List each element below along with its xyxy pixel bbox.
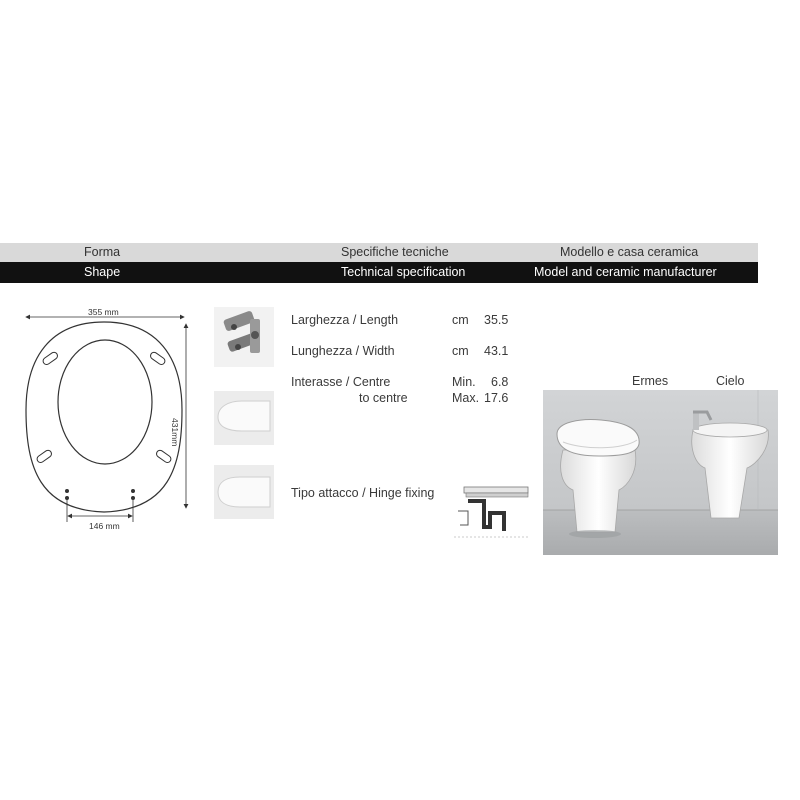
model-ermes: Ermes (632, 374, 669, 388)
length-label: Larghezza / Length (291, 313, 399, 327)
header-shape-it: Forma (84, 245, 121, 259)
centre-label-2: to centre (359, 391, 408, 405)
header-model-en: Model and ceramic manufacturer (534, 265, 717, 279)
length-dimension: 431mm (170, 418, 180, 447)
model-cielo: Cielo (716, 374, 745, 388)
centre-min-value: 6.8 (491, 375, 509, 389)
width-label: Lunghezza / Width (291, 344, 395, 358)
header-model-it: Modello e casa ceramica (560, 245, 699, 259)
width-value: 43.1 (484, 344, 509, 358)
hinge-fixing-label: Tipo attacco / Hinge fixing (291, 486, 435, 500)
header-italian (0, 243, 758, 262)
centre-label: Interasse / Centre (291, 375, 391, 389)
rounded-corner-icon (214, 391, 274, 445)
length-unit: cm (452, 313, 469, 327)
rounded-corner-icon (214, 465, 274, 519)
product-photo (543, 390, 778, 555)
header-english (0, 262, 758, 283)
hinge-icon (214, 307, 274, 367)
length-value: 35.5 (484, 313, 509, 327)
header-spec-en: Technical specification (341, 265, 466, 279)
centre-min-label: Min. (452, 375, 476, 389)
width-dimension: 355 mm (88, 307, 119, 317)
width-unit: cm (452, 344, 469, 358)
hinge-fixing-diagram-icon (454, 481, 530, 543)
centre-dimension: 146 mm (89, 521, 120, 531)
header-spec-it: Specifiche tecniche (341, 245, 449, 259)
centre-max-value: 17.6 (484, 391, 509, 405)
centre-max-label: Max. (452, 391, 480, 405)
header-shape-en: Shape (84, 265, 121, 279)
